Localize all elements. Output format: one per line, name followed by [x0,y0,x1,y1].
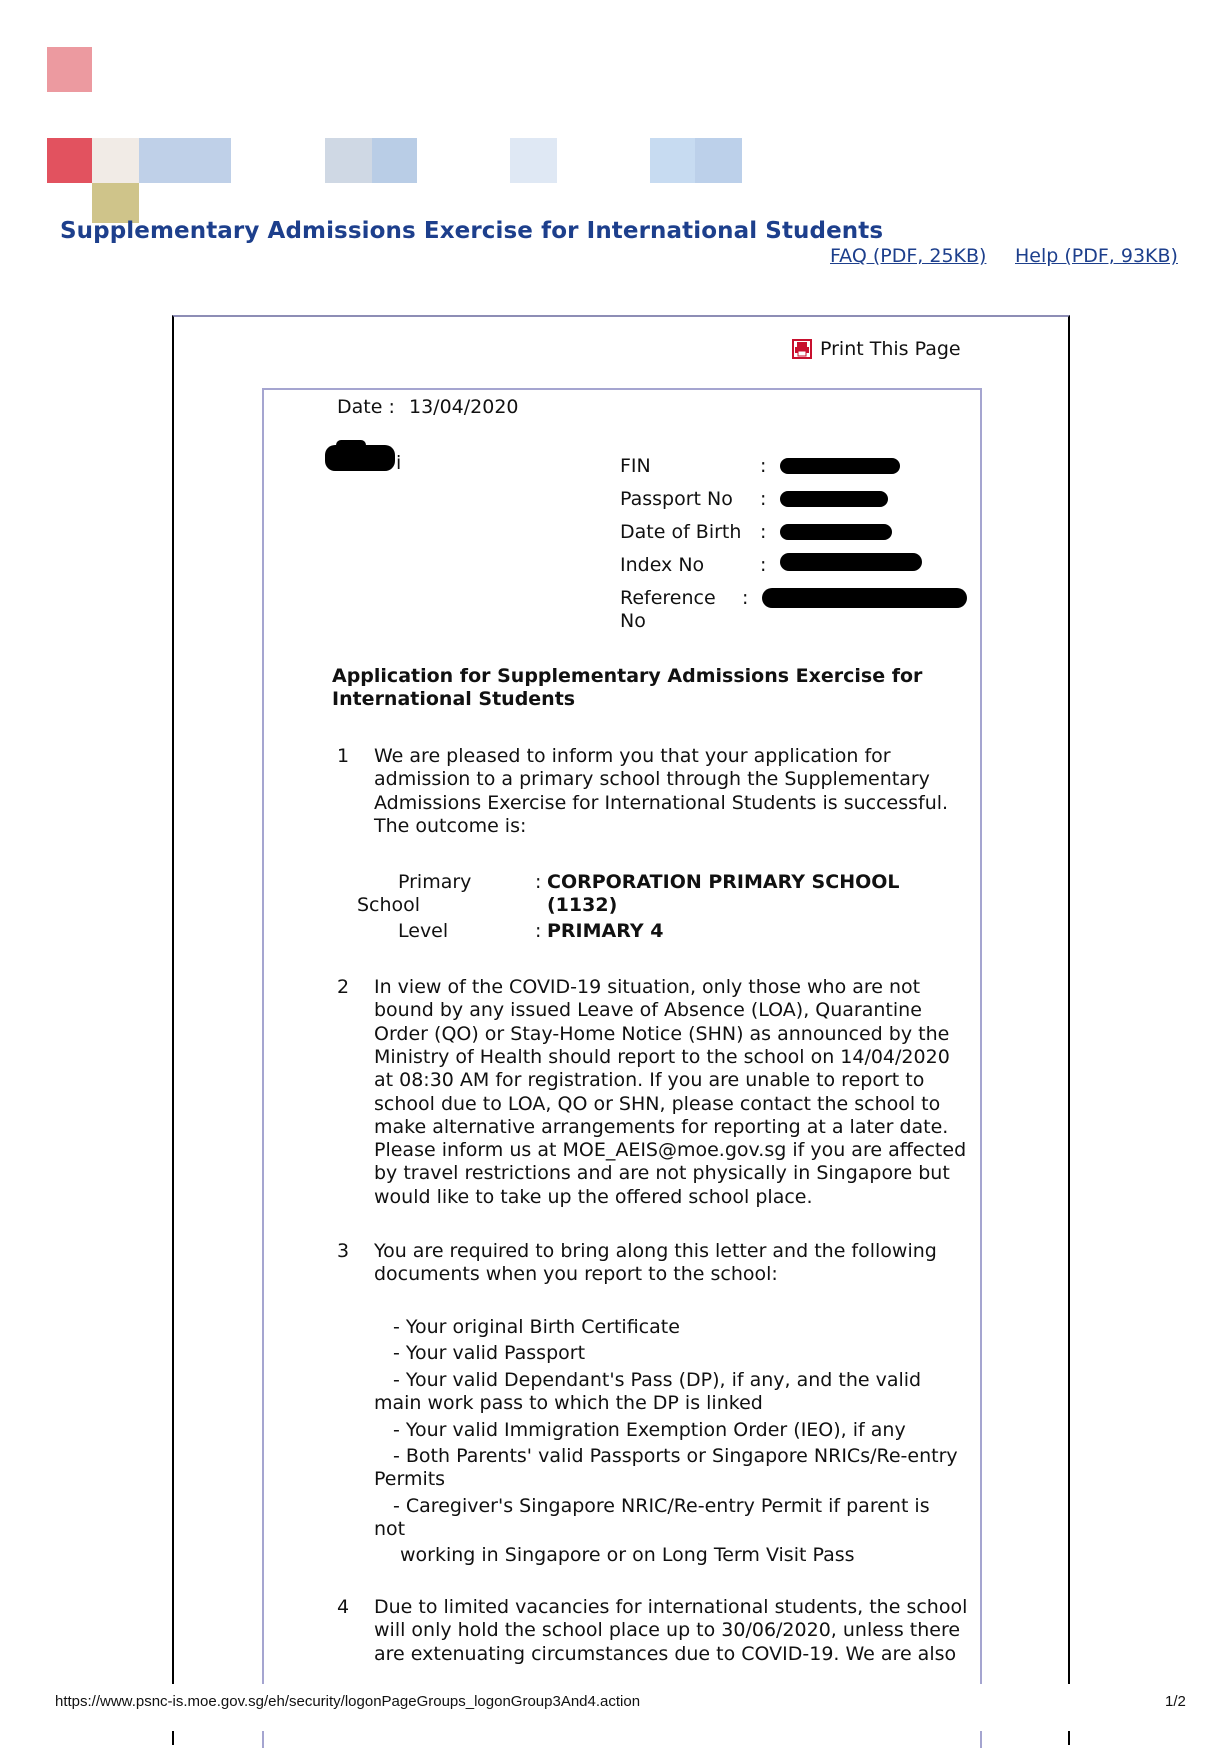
index-label: Index No [620,554,705,576]
redacted-dob [780,524,892,540]
para-3-number: 3 [337,1240,350,1262]
school-sep: : [535,871,542,893]
print-label: Print This Page [820,338,961,360]
list-item: Permits [374,1468,446,1491]
name-fragment: i [396,452,402,474]
list-item: working in Singapore or on Long Term Visit Pass [400,1543,855,1566]
date-label: Date : [337,396,395,418]
list-item: - Your original Birth Certificate [393,1316,680,1338]
page-title: Supplementary Admissions Exercise for International Students [60,218,884,244]
list-item: - Both Parents' valid Passports or Singapore NRICs/Re-entry [393,1444,958,1467]
passport-label: Passport No [620,488,733,510]
faq-link[interactable]: FAQ (PDF, 25KB) [830,245,987,267]
dob-label: Date of Birth [620,521,742,543]
school-value: CORPORATION PRIMARY SCHOOL [547,871,900,893]
subject-line-2: International Students [332,688,576,710]
level-label: Level [398,920,449,942]
redacted-passport [780,491,888,507]
list-item: - Caregiver's Singapore NRIC/Re-entry Permit if parent is [393,1494,930,1517]
reference-label-2: No [620,610,646,632]
index-sep: : [760,554,767,576]
school-label: Primary [398,871,472,893]
help-link[interactable]: Help (PDF, 93KB) [1015,245,1178,267]
reference-label: Reference [620,587,716,609]
list-item: - Your valid Immigration Exemption Order (IEO), if any [393,1418,906,1441]
date-value: 13/04/2020 [409,396,519,418]
list-item: main work pass to which the DP is linked [374,1392,763,1415]
redacted-fin [780,458,900,474]
para-2-number: 2 [337,976,350,998]
para-4-number: 4 [337,1596,350,1618]
list-item: not [374,1517,406,1540]
para-1-number: 1 [337,745,350,767]
level-value: PRIMARY 4 [547,920,664,942]
reference-sep: : [742,587,749,609]
list-item: - Your valid Passport [393,1342,586,1365]
print-button[interactable] [792,338,961,360]
school-label-2: School [357,894,421,916]
page-url: https://www.psnc-is.moe.gov.sg/eh/security/logonPageGroups_logonGroup3And4.action [55,1693,641,1710]
level-sep: : [535,920,542,942]
list-item: - Your valid Dependant's Pass (DP), if any, and the valid [393,1369,922,1391]
fin-sep: : [760,455,767,477]
dob-sep: : [760,521,767,543]
subject-line-1: Application for Supplementary Admissions Exercise for [332,665,923,687]
redacted-index [780,553,922,571]
logo-mosaic [0,0,760,215]
school-code: (1132) [547,894,618,916]
printer-icon [792,339,812,359]
page-number: 1/2 [1165,1693,1186,1710]
passport-sep: : [760,488,767,510]
fin-label: FIN [620,455,651,477]
redacted-reference [762,588,967,608]
